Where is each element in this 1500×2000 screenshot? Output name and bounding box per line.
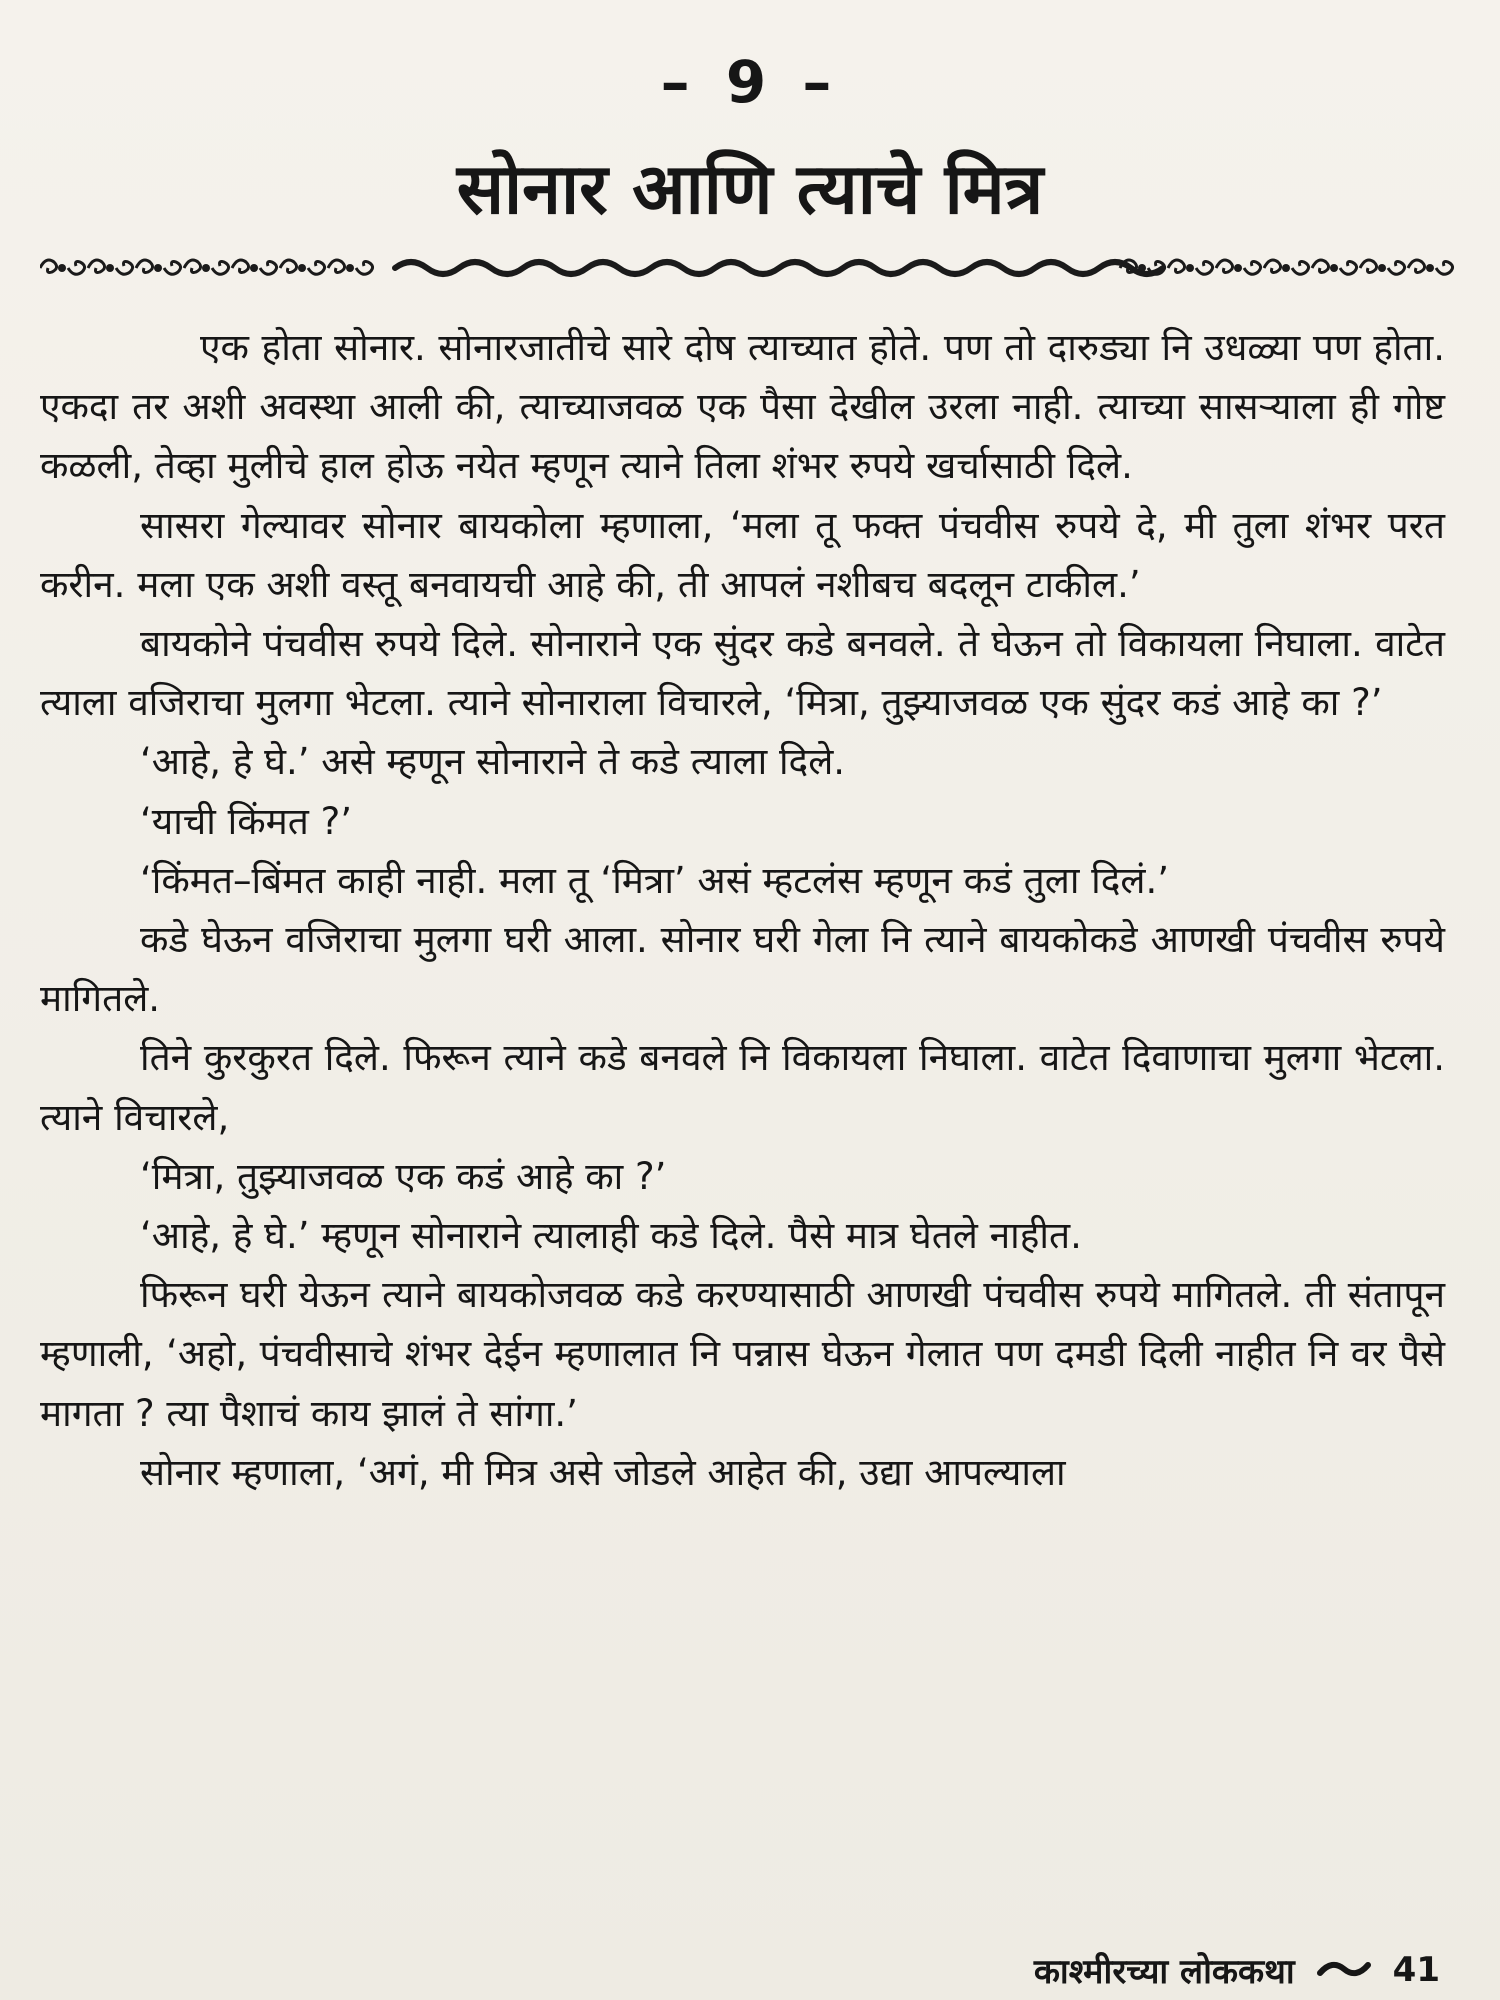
paragraph-6: ‘किंमत–बिंमत काही नाही. मला तू ‘मित्रा’ असं म्हटलंस म्हणून कडं तुला दिलं.’ — [140, 858, 1169, 902]
decorative-divider — [40, 248, 1460, 288]
paragraph-11: फिरून घरी येऊन त्याने बायकोजवळ कडे करण्यासाठी आणखी पंचवीस रुपये मागितले. ती संतापून म्हणाली, ‘अहो, पंचवीसाचे शंभर देईन म्हणालात नि पन्नास घेऊन गेलात पण दमडी दिली नाहीत नि वर पैसे मागता ? त्या पैशाचं काय झालं ते सांगा.’ — [40, 1273, 1445, 1435]
ornament-right — [1120, 260, 1453, 274]
paragraph-7: कडे घेऊन वजिराचा मुलगा घरी आला. सोनार घरी गेला नि त्याने बायकोकडे आणखी पंचवीस रुपये मागितले. — [40, 918, 1445, 1021]
paragraph-4: ‘आहे, हे घे.’ असे म्हणून सोनाराने ते कडे त्याला दिले. — [140, 740, 846, 784]
chapter-title: सोनार आणि त्याचे मित्र — [456, 148, 1044, 230]
page-footer — [1034, 1948, 1440, 1992]
page-number: 41 — [1392, 1950, 1440, 1990]
paragraph-9: ‘मित्रा, तुझ्याजवळ एक कडं आहे का ?’ — [140, 1154, 667, 1198]
footer-book-title: काश्मीरच्या लोककथा — [1033, 1952, 1295, 1992]
story-text — [40, 318, 1445, 1502]
ornament-center-wave — [395, 262, 1163, 274]
paragraph-5: ‘याची किंमत ?’ — [140, 799, 353, 843]
ornament-left — [40, 260, 373, 274]
tilde-ornament-icon — [1317, 1959, 1371, 1981]
paragraph-8: तिने कुरकुरत दिले. फिरून त्याने कडे बनवले नि विकायला निघाला. वाटेत दिवाणाचा मुलगा भेटला. त्याने विचारले, — [40, 1036, 1445, 1139]
paragraph-3: बायकोने पंचवीस रुपये दिले. सोनाराने एक सुंदर कडे बनवले. ते घेऊन तो विकायला निघाला. वाटेत त्याला वजिराचा मुलगा भेटला. त्याने सोनाराला विचारले, ‘मित्रा, तुझ्याजवळ एक सुंदर कडं आहे का ?’ — [40, 622, 1445, 725]
chapter-number: – 9 – — [660, 48, 840, 116]
paragraph-12: सोनार म्हणाला, ‘अगं, मी मित्र असे जोडले आहेत की, उद्या आपल्याला — [140, 1450, 1066, 1494]
paragraph-10: ‘आहे, हे घे.’ म्हणून सोनाराने त्यालाही कडे दिले. पैसे मात्र घेतले नाहीत. — [140, 1214, 1082, 1258]
paragraph-1: एक होता सोनार. सोनारजातीचे सारे दोष त्याच्यात होते. पण तो दारुड्या नि उधळ्या पण होता. एकदा तर अशी अवस्था आली की, त्याच्याजवळ एक पैसा देखील उरला नाही. त्याच्या सासऱ्याला ही गोष्ट कळली, तेव्हा मुलीचे हाल होऊ नयेत म्हणून त्याने तिला शंभर रुपये खर्चासाठी दिले. — [40, 326, 1445, 488]
paragraph-2: सासरा गेल्यावर सोनार बायकोला म्हणाला, ‘मला तू फक्त पंचवीस रुपये दे, मी तुला शंभर परत करीन. मला एक अशी वस्तू बनवायची आहे की, ती आपलं नशीबच बदलून टाकील.’ — [40, 503, 1445, 606]
